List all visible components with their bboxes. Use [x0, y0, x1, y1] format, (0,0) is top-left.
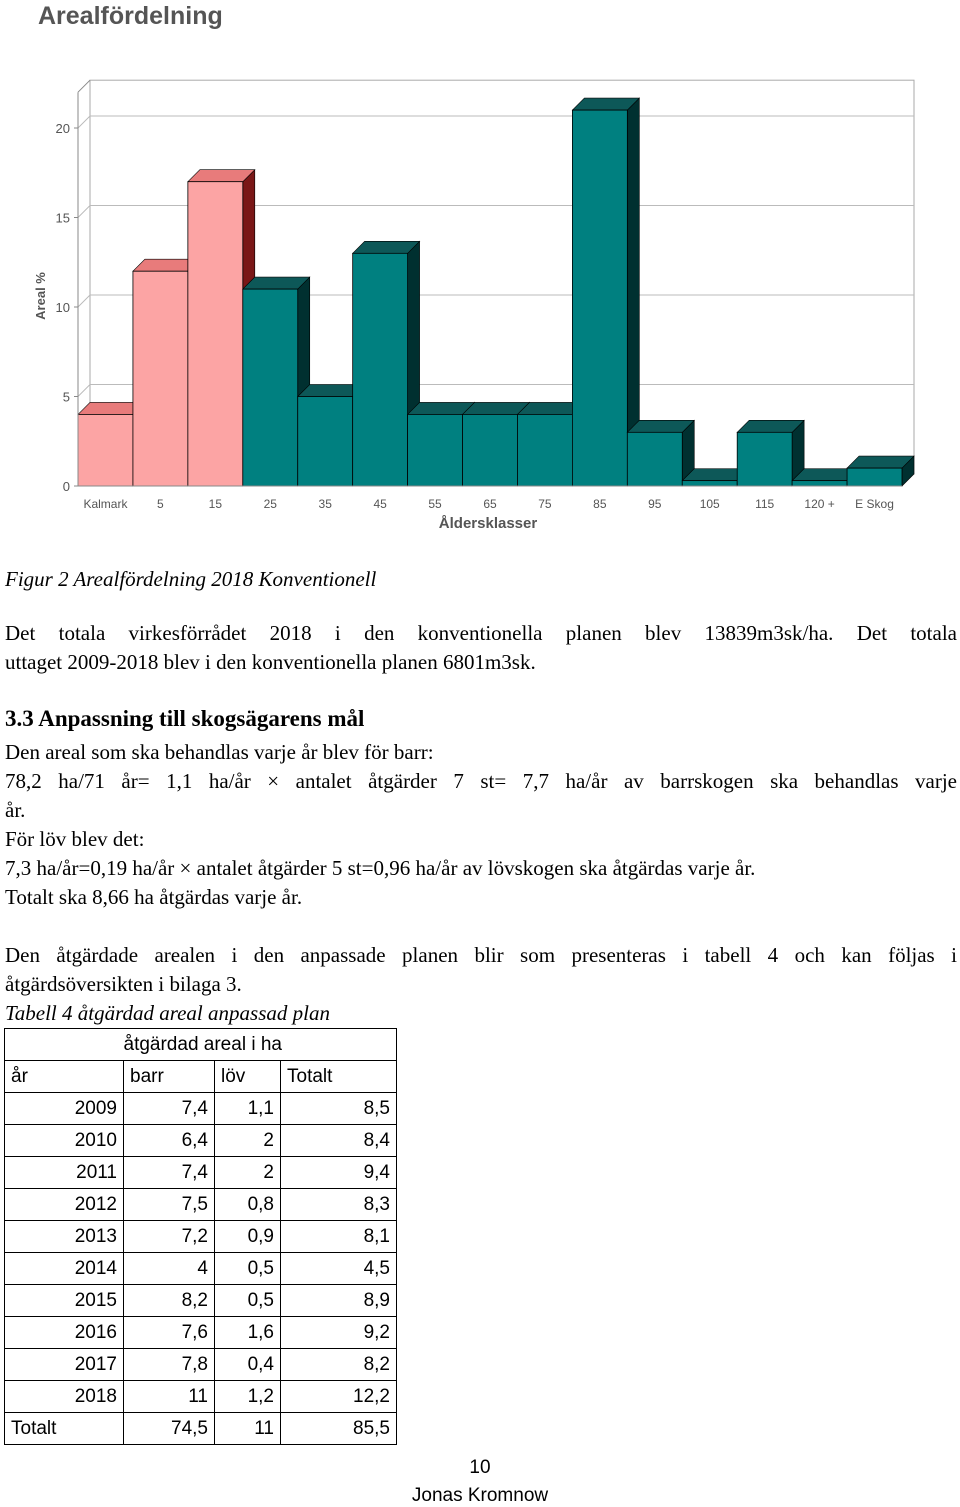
- x-tick-label: 45: [373, 497, 387, 511]
- x-tick-label: 75: [538, 497, 552, 511]
- barr-intro: Den areal som ska behandlas varje år blev för barr:: [5, 740, 434, 764]
- lov-intro: För löv blev det:: [5, 827, 145, 851]
- x-tick-label: 35: [318, 497, 332, 511]
- x-tick-label: 15: [208, 497, 223, 511]
- table-cell: 74,5: [124, 1413, 215, 1445]
- table-cell: 0,9: [215, 1221, 281, 1253]
- table-row: [5, 1157, 397, 1189]
- table-group-header: åtgärdad areal i ha: [124, 1029, 397, 1061]
- page-number: 10: [469, 1457, 491, 1478]
- table-cell: 8,1: [281, 1221, 397, 1253]
- table-cell: 2013: [5, 1221, 124, 1253]
- table-cell: 8,9: [281, 1285, 397, 1317]
- table-cell: 0,8: [215, 1189, 281, 1221]
- bar: [243, 289, 298, 486]
- table-cell: 2015: [5, 1285, 124, 1317]
- x-tick-label: 115: [755, 497, 775, 511]
- bar: [847, 468, 902, 486]
- table-cell: 6,4: [124, 1125, 215, 1157]
- x-tick-label: 55: [428, 497, 442, 511]
- table-row: [5, 1253, 397, 1285]
- table-cell: Totalt: [5, 1413, 124, 1445]
- table-cell: 2017: [5, 1349, 124, 1381]
- y-tick-label: 10: [55, 300, 70, 315]
- header-barr: barr: [124, 1061, 215, 1093]
- y-tick-label: 5: [62, 389, 70, 405]
- table-total-row: [5, 1413, 397, 1445]
- figure-caption: Figur 2 Arealfördelning 2018 Konventionell: [5, 567, 377, 591]
- total-line: Totalt ska 8,66 ha åtgärdas varje år.: [5, 885, 303, 909]
- bar: [517, 414, 572, 486]
- x-tick-label: E Skog: [855, 497, 894, 511]
- bar-top: [188, 170, 255, 182]
- x-tick-label: 95: [648, 497, 662, 511]
- header-total: Totalt: [281, 1061, 397, 1093]
- table-cell: 7,4: [124, 1093, 215, 1125]
- bar: [353, 253, 408, 486]
- table-cell: 9,2: [281, 1317, 397, 1349]
- section-heading: 3.3 Anpassning till skogsägarens mål: [5, 706, 365, 731]
- paragraph-volume-line-2: uttaget 2009-2018 blev i den konventionella planen 6801m3sk.: [5, 650, 536, 674]
- chart-svg: [0, 0, 960, 545]
- table-cell: 1,2: [215, 1381, 281, 1413]
- grid-diagonal: [78, 385, 90, 397]
- grid-diagonal: [78, 116, 90, 128]
- table-cell: 2018: [5, 1381, 124, 1413]
- table-cell: 8,3: [281, 1189, 397, 1221]
- table-cell: 4,5: [281, 1253, 397, 1285]
- table-cell: 2011: [5, 1157, 124, 1189]
- y-tick-label: 20: [55, 121, 70, 136]
- bar-top: [737, 420, 804, 432]
- table-header-row: [5, 1061, 397, 1093]
- table-cell: 0,5: [215, 1253, 281, 1285]
- barr-calculation: 78,2 ha/71 år= 1,1 ha/år × antalet åtgärder 7 st= 7,7 ha/år av barrskogen ska behandlas varje: [5, 769, 957, 793]
- x-tick-label: 5: [157, 497, 164, 511]
- paragraph-table-line-2: åtgärdsöversikten i bilaga 3.: [5, 972, 242, 996]
- chart-title: Arealfördelning: [38, 2, 223, 30]
- x-axis-label: Åldersklasser: [438, 515, 538, 532]
- table-cell: 9,4: [281, 1157, 397, 1189]
- x-tick-label: 120 +: [804, 497, 835, 511]
- table-cell: 2: [215, 1157, 281, 1189]
- x-tick-label: 105: [699, 497, 720, 511]
- table-row: [5, 1317, 397, 1349]
- table-cell: 2012: [5, 1189, 124, 1221]
- table-cell: 7,5: [124, 1189, 215, 1221]
- table-cell: 8,4: [281, 1125, 397, 1157]
- table-cell: 4: [124, 1253, 215, 1285]
- table-cell: 2009: [5, 1093, 124, 1125]
- table-cell: 7,6: [124, 1317, 215, 1349]
- bar: [737, 432, 792, 486]
- axis-diagonal: [78, 80, 90, 92]
- paragraph-volume-line-1: Det totala virkesförrådet 2018 i den konventionella planen blev 13839m3sk/ha. Det totala: [5, 621, 957, 645]
- table-row: [5, 1093, 397, 1125]
- paragraph-table-line-1: Den åtgärdade arealen i den anpassade planen blir som presenteras i tabell 4 och kan följas i: [5, 943, 957, 967]
- table-cell: 2010: [5, 1125, 124, 1157]
- table-row: [5, 1221, 397, 1253]
- lov-calculation: 7,3 ha/år=0,19 ha/år × antalet åtgärder 5 st=0,96 ha/år av lövskogen ska åtgärdas varje år.: [5, 856, 756, 880]
- bar-top: [627, 420, 694, 432]
- table-row: [5, 1381, 397, 1413]
- table-cell: 2014: [5, 1253, 124, 1285]
- table-row: [5, 1189, 397, 1221]
- bar: [78, 414, 133, 486]
- grid-diagonal: [78, 295, 90, 307]
- table-cell: 8,5: [281, 1093, 397, 1125]
- y-tick-label: 0: [62, 479, 70, 494]
- table-cell: 85,5: [281, 1413, 397, 1445]
- bar: [298, 397, 353, 487]
- grid-diagonal: [78, 206, 90, 218]
- x-tick-label: 65: [483, 497, 497, 511]
- table-row: [5, 1285, 397, 1317]
- table-group-header-row: [5, 1029, 397, 1061]
- table-cell: 7,4: [124, 1157, 215, 1189]
- table-cell: 1,6: [215, 1317, 281, 1349]
- table-cell: 11: [124, 1381, 215, 1413]
- table-cell: 11: [215, 1413, 281, 1445]
- table-cell: 7,2: [124, 1221, 215, 1253]
- bar: [627, 432, 682, 486]
- author-name: Jonas Kromnow: [411, 1485, 549, 1506]
- age-class-chart: [0, 0, 960, 545]
- x-tick-label: 85: [593, 497, 607, 511]
- table-caption: Tabell 4 åtgärdad areal anpassad plan: [5, 1001, 330, 1025]
- bar: [408, 414, 463, 486]
- header-lov: löv: [215, 1061, 281, 1093]
- table-cell: 2: [215, 1125, 281, 1157]
- bar: [188, 182, 243, 486]
- bar: [682, 481, 737, 486]
- table-cell: 1,1: [215, 1093, 281, 1125]
- bar: [133, 271, 188, 486]
- table-cell: 8,2: [281, 1349, 397, 1381]
- table-cell: 2016: [5, 1317, 124, 1349]
- bar-top: [847, 456, 914, 468]
- table-cell: 7,8: [124, 1349, 215, 1381]
- y-axis-label: Areal %: [33, 272, 48, 320]
- x-tick-label: Kalmark: [83, 497, 128, 511]
- bar-top: [243, 277, 310, 289]
- x-tick-label: 25: [263, 497, 277, 511]
- table-cell: 8,2: [124, 1285, 215, 1317]
- table-cell: 0,5: [215, 1285, 281, 1317]
- y-tick-label: 15: [55, 210, 70, 226]
- bar-top: [572, 98, 639, 110]
- treated-area-table: [4, 1028, 397, 1445]
- table-cell: 12,2: [281, 1381, 397, 1413]
- table-row: [5, 1125, 397, 1157]
- bar: [463, 414, 518, 486]
- table-cell: 0,4: [215, 1349, 281, 1381]
- header-year: år: [5, 1061, 124, 1093]
- bar: [572, 110, 627, 486]
- barr-calculation-end: år.: [5, 798, 26, 822]
- bar: [792, 481, 847, 486]
- table-row: [5, 1349, 397, 1381]
- bar-top: [353, 241, 420, 253]
